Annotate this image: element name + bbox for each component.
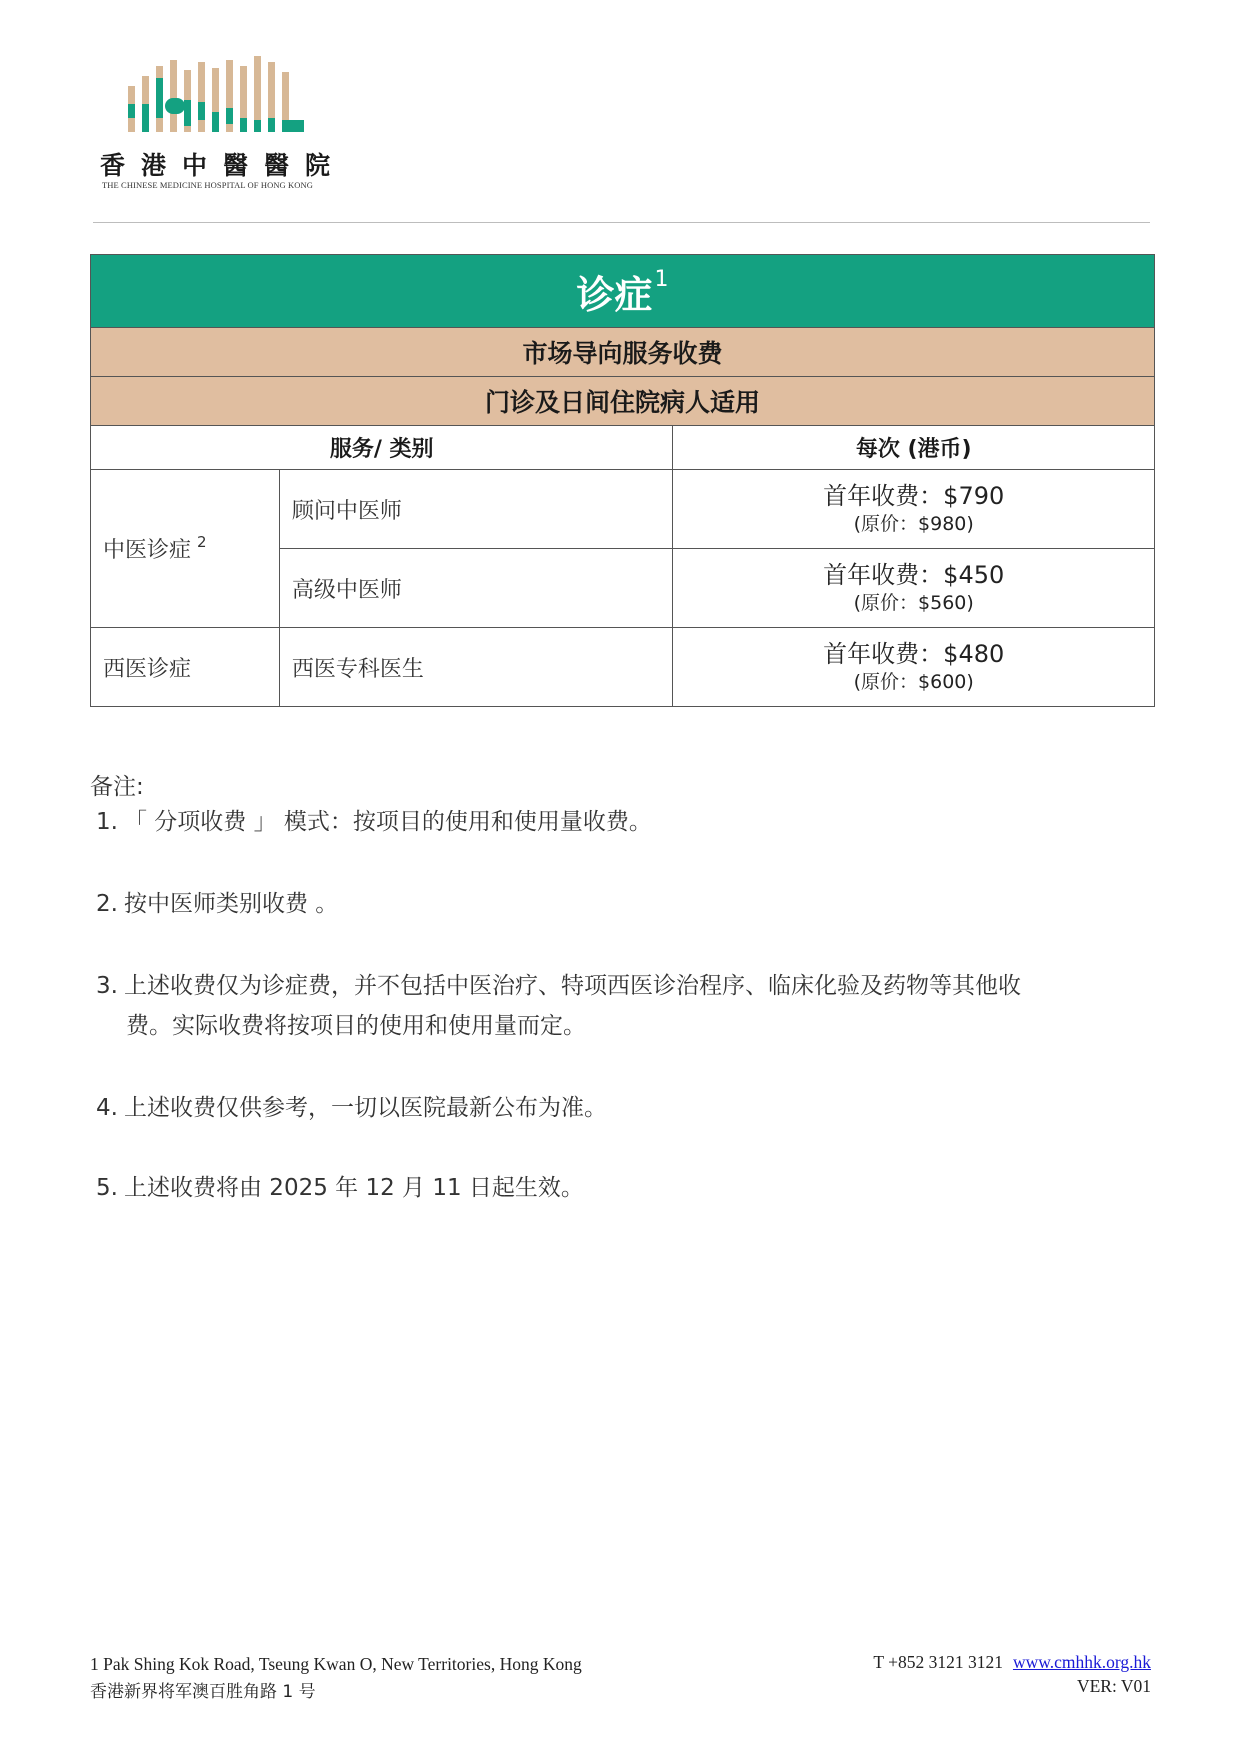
table-row	[91, 628, 1155, 707]
footer-contact	[873, 1650, 1151, 1698]
address-en: 1 Pak Shing Kok Road, Tseung Kwan O, New Territories, Hong Kong	[90, 1654, 582, 1674]
note-item	[96, 884, 1136, 924]
note-text: 上述收费仅为诊症费，并不包括中医治疗、特项西医诊治程序、临床化验及药物等其他收	[124, 973, 1021, 999]
category-cell: 西医诊症	[91, 628, 280, 707]
header-divider	[93, 222, 1150, 223]
note-item	[96, 1088, 1136, 1128]
note-number: 1.	[96, 809, 118, 835]
column-header-price: 每次 (港币)	[673, 426, 1155, 470]
note-text: 上述收费仅供参考，一切以医院最新公布为准。	[124, 1095, 607, 1121]
service-cell: 高级中医师	[279, 549, 673, 628]
note-text: 「 分项收费 」 模式：按项目的使用和使用量收费。	[124, 809, 652, 835]
original-fee: (原价：$600)	[853, 671, 974, 694]
service-cell: 西医专科医生	[279, 628, 673, 707]
hospital-logo	[100, 56, 347, 196]
price-cell	[673, 628, 1155, 707]
footer-address	[90, 1650, 582, 1706]
version-label: VER: V01	[1076, 1676, 1151, 1696]
table-band-market-fees: 市场导向服务收费	[91, 328, 1155, 377]
table-row	[91, 470, 1155, 549]
first-year-fee: 首年收费：$790	[823, 481, 1005, 510]
first-year-fee: 首年收费：$450	[823, 560, 1005, 589]
note-text-continued: 费。实际收费将按项目的使用和使用量而定。	[126, 1013, 586, 1039]
table-title-text: 诊症	[576, 272, 653, 317]
note-text: 按中医师类别收费 。	[124, 891, 339, 917]
category-cell	[91, 470, 280, 628]
price-cell	[673, 470, 1155, 549]
logo-name-en: THE CHINESE MEDICINE HOSPITAL OF HONG KONG	[102, 180, 313, 190]
logo-bars-graphic	[128, 56, 328, 132]
table-band-applicability: 门诊及日间住院病人适用	[91, 377, 1155, 426]
table-title-footnote: 1	[654, 266, 669, 292]
category-label: 中医诊症	[103, 538, 192, 563]
address-zh: 香港新界将军澳百胜角路 1 号	[90, 1682, 316, 1702]
service-cell: 顾问中医师	[279, 470, 673, 549]
note-item	[96, 802, 1136, 842]
note-item	[96, 1168, 1136, 1208]
logo-name-zh: 香港中醫醫院	[100, 151, 347, 180]
price-cell	[673, 549, 1155, 628]
table-title	[91, 255, 1155, 328]
column-header-service: 服务/ 类别	[91, 426, 673, 470]
note-number: 5.	[96, 1175, 118, 1201]
note-number: 4.	[96, 1095, 118, 1121]
first-year-fee: 首年收费：$480	[823, 639, 1005, 668]
original-fee: (原价：$980)	[853, 513, 974, 536]
note-number: 2.	[96, 891, 118, 917]
fee-table	[90, 254, 1155, 707]
note-text: 上述收费将由 2025 年 12 月 11 日起生效。	[124, 1175, 584, 1201]
note-item	[96, 966, 1136, 1046]
phone-number: T +852 3121 3121	[873, 1652, 1003, 1672]
notes-title: 备注:	[90, 774, 144, 800]
category-footnote: 2	[197, 533, 207, 551]
website-link[interactable]: www.cmhhk.org.hk	[1012, 1652, 1151, 1672]
note-number: 3.	[96, 973, 118, 999]
original-fee: (原价：$560)	[853, 592, 974, 615]
